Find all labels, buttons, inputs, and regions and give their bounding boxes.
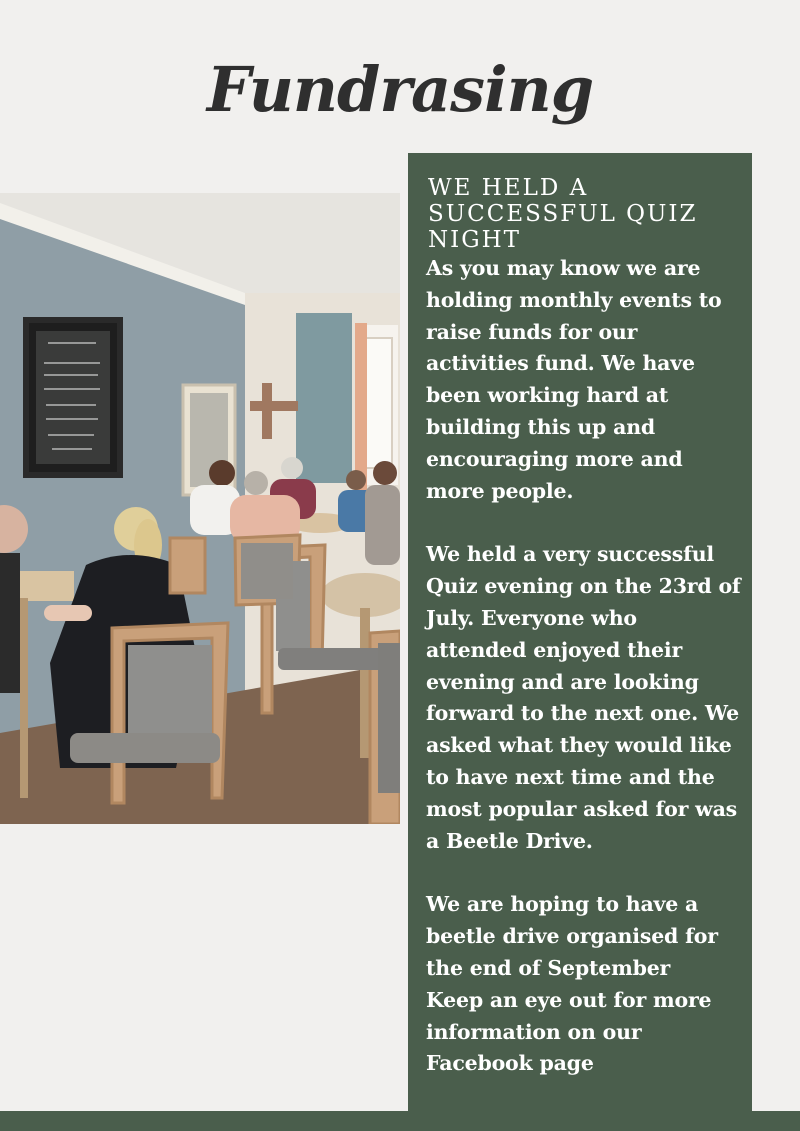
quiz-night-photo [0, 193, 400, 824]
article-panel [408, 153, 752, 1111]
article-paragraph-1: As you may know we are holding monthly events to raise funds for our activities fund. We have been working hard at building this up and encouraging more and more people. [426, 256, 722, 503]
footer-bar [0, 1111, 800, 1131]
article-paragraph-3: We are hoping to have a beetle drive organised for the end of September Keep an eye out for more information on our Facebook page [426, 892, 718, 1076]
article-paragraph-2: We held a very successful Quiz evening on the 23rd of July. Everyone who attended enjoyed their evening and are looking forward to the next one. We asked what they would like to have next time and the most popular asked for was a Beetle Drive. [426, 542, 741, 853]
article-heading: WE HELD A SUCCESSFUL QUIZ NIGHT [428, 175, 698, 253]
page-title: Fundrasing [206, 53, 594, 126]
